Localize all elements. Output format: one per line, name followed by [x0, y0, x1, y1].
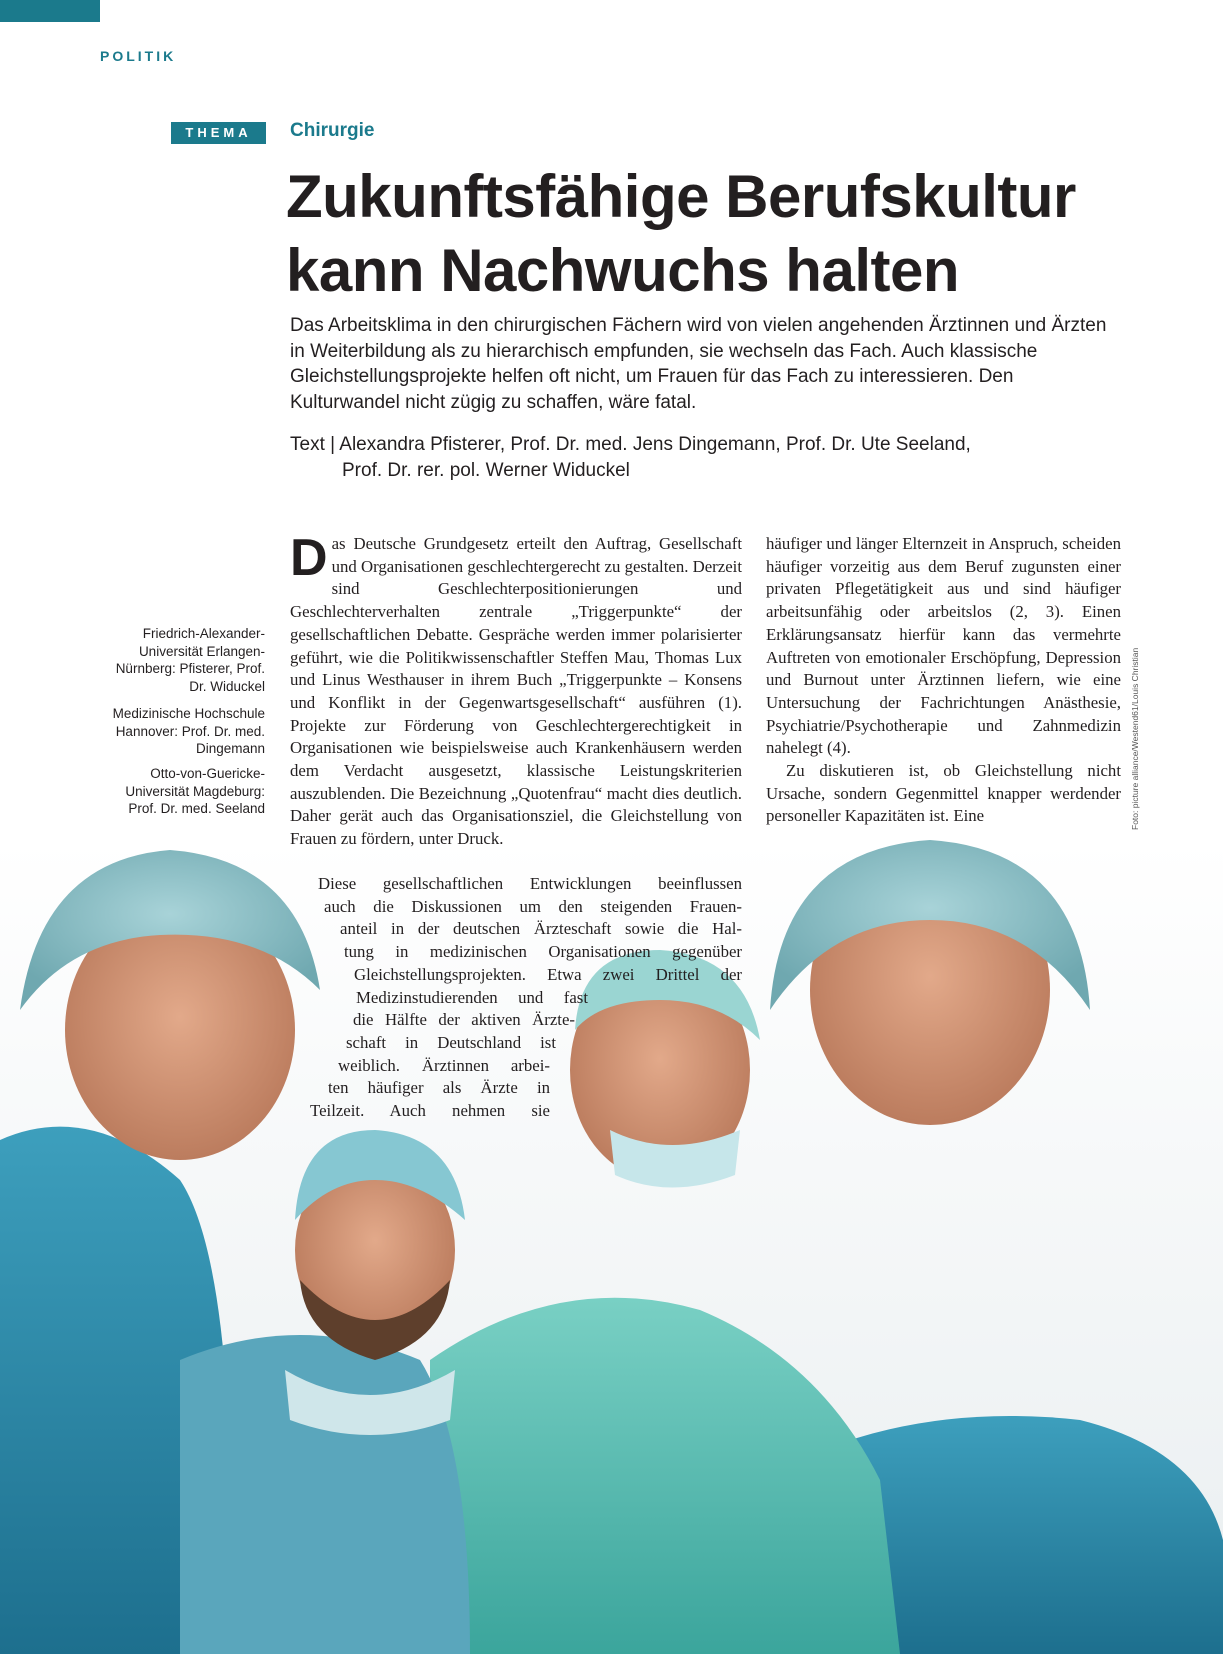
body-line: weiblich. Ärztinnen arbei-: [338, 1055, 550, 1075]
headline-line-1: Zukunftsfähige Berufskultur: [286, 163, 1076, 230]
byline: [290, 432, 1125, 483]
affiliation-erlangen: Friedrich-Alexander-Universität Erlangen-Nürnberg: Pfisterer, Prof. Dr. Widuckel: [115, 626, 265, 694]
body-line: Teilzeit. Auch nehmen sie: [310, 1101, 550, 1121]
body-line: tung in medizinischen Organisationen gegenüber: [344, 942, 742, 962]
body-paragraph-3: häufiger und länger Elternzeit in Anspruch, scheiden häufiger vorzeitig aus dem Beruf zugunsten einer privaten Pflegetätigkeit aus und sind häufiger arbeitsunfähig oder arbeitslos (2, 3). Einen Erklärungsansatz hierfür kann das vermehrte Auftreten von emotionaler Erschöpfung, Depression und Burnout unter Ärztinnen liefern, wie eine Untersuchung der Fachrichtungen Anästhesie, Psychiatrie/Psychotherapie und Zahnmedizin nahelegt (4).: [766, 534, 1121, 758]
body-column-1: [290, 529, 742, 851]
headline-line-2: kann Nachwuchs halten: [286, 237, 959, 304]
kicker: Chirurgie: [290, 120, 375, 141]
section-label: POLITIK: [100, 48, 177, 64]
photo-credit: Foto: picture alliance/Westend61/Louis Christian: [1130, 647, 1140, 830]
body-paragraph-4: Zu diskutieren ist, ob Gleichstellung nicht Ursache, sondern Gegenmittel knapper werdender personeller Kapazitäten ist. Eine: [766, 761, 1121, 826]
body-line: Diese gesellschaftlichen Entwicklungen beeinflussen: [318, 874, 742, 893]
body-line: ten häufiger als Ärzte in: [328, 1078, 550, 1098]
byline-line-2: Prof. Dr. rer. pol. Werner Widuckel: [342, 459, 630, 481]
body-paragraph-1: [290, 529, 742, 851]
body-line: die Hälfte der aktiven Ärzte-: [353, 1010, 575, 1030]
lead-paragraph: Das Arbeitsklima in den chirurgischen Fächern wird von vielen angehenden Ärztinnen und Ärzten in Weiterbildung als zu hierarchisch empfunden, sie wechseln das Fach. Auch klassische Gleichstellungsprojekte helfen oft nicht, um Frauen für das Fach zu interessieren. Den Kulturwandel nicht zügig zu schaffen, wäre fatal.: [290, 315, 1107, 413]
affiliation-magdeburg: Otto-von-Guericke-Universität Magdeburg: Prof. Dr. med. Seeland: [125, 766, 265, 816]
body-line: auch die Diskussionen um den steigenden Frauen-: [324, 896, 742, 916]
body-paragraph-2: [300, 873, 742, 1123]
affiliation-hannover: Medizinische Hochschule Hannover: Prof. Dr. med. Dingemann: [112, 706, 265, 756]
thema-tag: THEMA: [171, 122, 266, 144]
section-color-bar: [0, 0, 100, 22]
body-column-2: [766, 533, 1121, 828]
body-paragraph-1-text: as Deutsche Grundgesetz erteilt den Auftrag, Gesellschaft und Organisationen geschlechtergerecht zu gestalten. Derzeit sind Geschlechterpositionierungen und Geschlechterverhalten zentrale „Triggerpunkte“ der gesellschaftlichen Debatte. Gespräche werden immer polarisierter geführt, wie die Politikwissenschaftler Steffen Mau, Thomas Lux und Linus Westhauser in ihrem Buch „Triggerpunkte – Konsens und Konflikt in der Gegenwartsgesellschaft“ ausführen (1). Projekte zur Förderung von Geschlechtergerechtigkeit in Organisationen wie beispielsweise auch Krankenhäusern werden dem Verdacht ausgesetzt, klassische Leistungskriterien auszublenden. Die Bezeichnung „Quotenfrau“ macht dies deutlich. Daher gerät auch das Organisationsziel, die Gleichstellung von Frauen zu fördern, unter Druck.: [290, 534, 742, 849]
byline-line-1: Text | Alexandra Pfisterer, Prof. Dr. med. Jens Dingemann, Prof. Dr. Ute Seeland,: [290, 434, 971, 455]
body-line: anteil in der deutschen Ärzteschaft sowie die Hal-: [340, 919, 742, 939]
body-line: schaft in Deutschland ist: [346, 1032, 556, 1052]
headline: [286, 160, 1166, 308]
body-line: Medizinstudierenden und fast: [356, 987, 588, 1007]
drop-cap: D: [290, 529, 328, 587]
body-line: Gleichstellungsprojekten. Etwa zwei Drittel der: [354, 964, 742, 984]
